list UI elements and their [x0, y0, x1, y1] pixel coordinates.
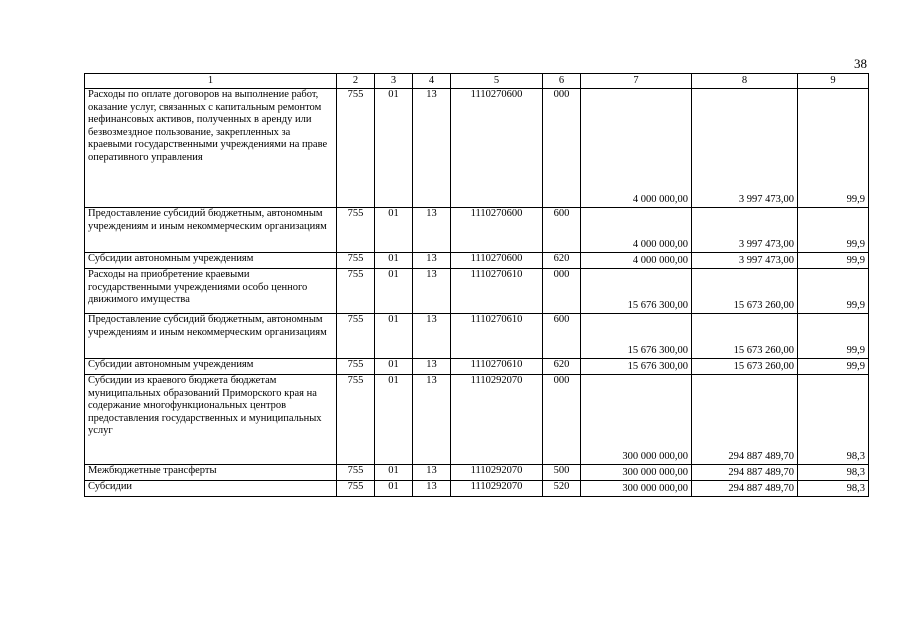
expense-description-cell: Расходы на приобретение краевыми государственными учреждениями особо ценного движимого имущества — [85, 269, 337, 314]
column-header: 8 — [692, 74, 798, 89]
amount-cell: 3 997 473,00 — [692, 208, 798, 253]
code-cell: 13 — [413, 359, 451, 375]
table-row — [85, 208, 869, 253]
expense-description-cell: Субсидии — [85, 481, 337, 497]
code-cell: 755 — [337, 375, 375, 465]
code-cell: 13 — [413, 481, 451, 497]
code-cell: 13 — [413, 208, 451, 253]
expense-description-cell: Предоставление субсидий бюджетным, автономным учреждениям и иным некоммерческим организациям — [85, 208, 337, 253]
table-row — [85, 89, 869, 208]
table-body — [85, 89, 869, 497]
code-cell: 620 — [543, 253, 581, 269]
column-header: 9 — [798, 74, 869, 89]
code-cell: 755 — [337, 89, 375, 208]
code-cell: 01 — [375, 89, 413, 208]
code-cell: 755 — [337, 481, 375, 497]
amount-cell: 99,9 — [798, 253, 869, 269]
amount-cell: 99,9 — [798, 269, 869, 314]
amount-cell: 15 673 260,00 — [692, 269, 798, 314]
amount-cell: 15 676 300,00 — [581, 359, 692, 375]
code-cell: 01 — [375, 359, 413, 375]
amount-cell: 99,9 — [798, 314, 869, 359]
table-row — [85, 465, 869, 481]
code-cell: 000 — [543, 375, 581, 465]
code-cell: 01 — [375, 208, 413, 253]
table-row — [85, 359, 869, 375]
code-cell: 13 — [413, 89, 451, 208]
code-cell: 600 — [543, 208, 581, 253]
column-header: 3 — [375, 74, 413, 89]
amount-cell: 98,3 — [798, 375, 869, 465]
code-cell: 1110270610 — [451, 314, 543, 359]
expense-description-cell: Субсидии из краевого бюджета бюджетам муниципальных образований Приморского края на содержание многофункциональных центров предоставления государственных и муниципальных услуг — [85, 375, 337, 465]
budget-table — [84, 73, 869, 497]
table-row — [85, 269, 869, 314]
amount-cell: 15 676 300,00 — [581, 269, 692, 314]
code-cell: 01 — [375, 375, 413, 465]
amount-cell: 4 000 000,00 — [581, 253, 692, 269]
code-cell: 1110270610 — [451, 359, 543, 375]
amount-cell: 300 000 000,00 — [581, 465, 692, 481]
expense-description-cell: Межбюджетные трансферты — [85, 465, 337, 481]
code-cell: 13 — [413, 375, 451, 465]
column-header: 7 — [581, 74, 692, 89]
code-cell: 000 — [543, 89, 581, 208]
amount-cell: 4 000 000,00 — [581, 89, 692, 208]
code-cell: 000 — [543, 269, 581, 314]
amount-cell: 98,3 — [798, 465, 869, 481]
code-cell: 13 — [413, 465, 451, 481]
code-cell: 1110270600 — [451, 253, 543, 269]
amount-cell: 99,9 — [798, 208, 869, 253]
code-cell: 1110292070 — [451, 481, 543, 497]
code-cell: 1110270600 — [451, 89, 543, 208]
amount-cell: 294 887 489,70 — [692, 465, 798, 481]
amount-cell: 4 000 000,00 — [581, 208, 692, 253]
code-cell: 01 — [375, 269, 413, 314]
table-row — [85, 375, 869, 465]
code-cell: 1110292070 — [451, 465, 543, 481]
code-cell: 755 — [337, 269, 375, 314]
table-row — [85, 314, 869, 359]
header-row — [85, 74, 869, 89]
amount-cell: 300 000 000,00 — [581, 481, 692, 497]
column-header: 6 — [543, 74, 581, 89]
code-cell: 755 — [337, 359, 375, 375]
code-cell: 01 — [375, 465, 413, 481]
amount-cell: 3 997 473,00 — [692, 253, 798, 269]
page-number: 38 — [854, 56, 867, 71]
table-row — [85, 481, 869, 497]
code-cell: 755 — [337, 208, 375, 253]
column-header: 4 — [413, 74, 451, 89]
code-cell: 620 — [543, 359, 581, 375]
code-cell: 13 — [413, 314, 451, 359]
code-cell: 500 — [543, 465, 581, 481]
code-cell: 520 — [543, 481, 581, 497]
column-header: 1 — [85, 74, 337, 89]
code-cell: 01 — [375, 314, 413, 359]
code-cell: 1110292070 — [451, 375, 543, 465]
expense-description-cell: Субсидии автономным учреждениям — [85, 253, 337, 269]
code-cell: 1110270600 — [451, 208, 543, 253]
amount-cell: 300 000 000,00 — [581, 375, 692, 465]
code-cell: 01 — [375, 481, 413, 497]
code-cell: 755 — [337, 314, 375, 359]
expense-description-cell: Субсидии автономным учреждениям — [85, 359, 337, 375]
amount-cell: 3 997 473,00 — [692, 89, 798, 208]
amount-cell: 294 887 489,70 — [692, 481, 798, 497]
amount-cell: 15 673 260,00 — [692, 359, 798, 375]
amount-cell: 15 673 260,00 — [692, 314, 798, 359]
code-cell: 755 — [337, 253, 375, 269]
amount-cell: 99,9 — [798, 89, 869, 208]
table-row — [85, 253, 869, 269]
code-cell: 1110270610 — [451, 269, 543, 314]
code-cell: 13 — [413, 253, 451, 269]
code-cell: 13 — [413, 269, 451, 314]
code-cell: 755 — [337, 465, 375, 481]
column-header: 5 — [451, 74, 543, 89]
expense-description-cell: Расходы по оплате договоров на выполнение работ, оказание услуг, связанных с капитальным ремонтом нефинансовых активов, полученных в аренду или безвозмездное пользование, закрепленных за краевыми государственными учреждениями на праве оперативного управления — [85, 89, 337, 208]
amount-cell: 98,3 — [798, 481, 869, 497]
code-cell: 600 — [543, 314, 581, 359]
expense-description-cell: Предоставление субсидий бюджетным, автономным учреждениям и иным некоммерческим организациям — [85, 314, 337, 359]
amount-cell: 294 887 489,70 — [692, 375, 798, 465]
amount-cell: 15 676 300,00 — [581, 314, 692, 359]
column-header: 2 — [337, 74, 375, 89]
code-cell: 01 — [375, 253, 413, 269]
amount-cell: 99,9 — [798, 359, 869, 375]
